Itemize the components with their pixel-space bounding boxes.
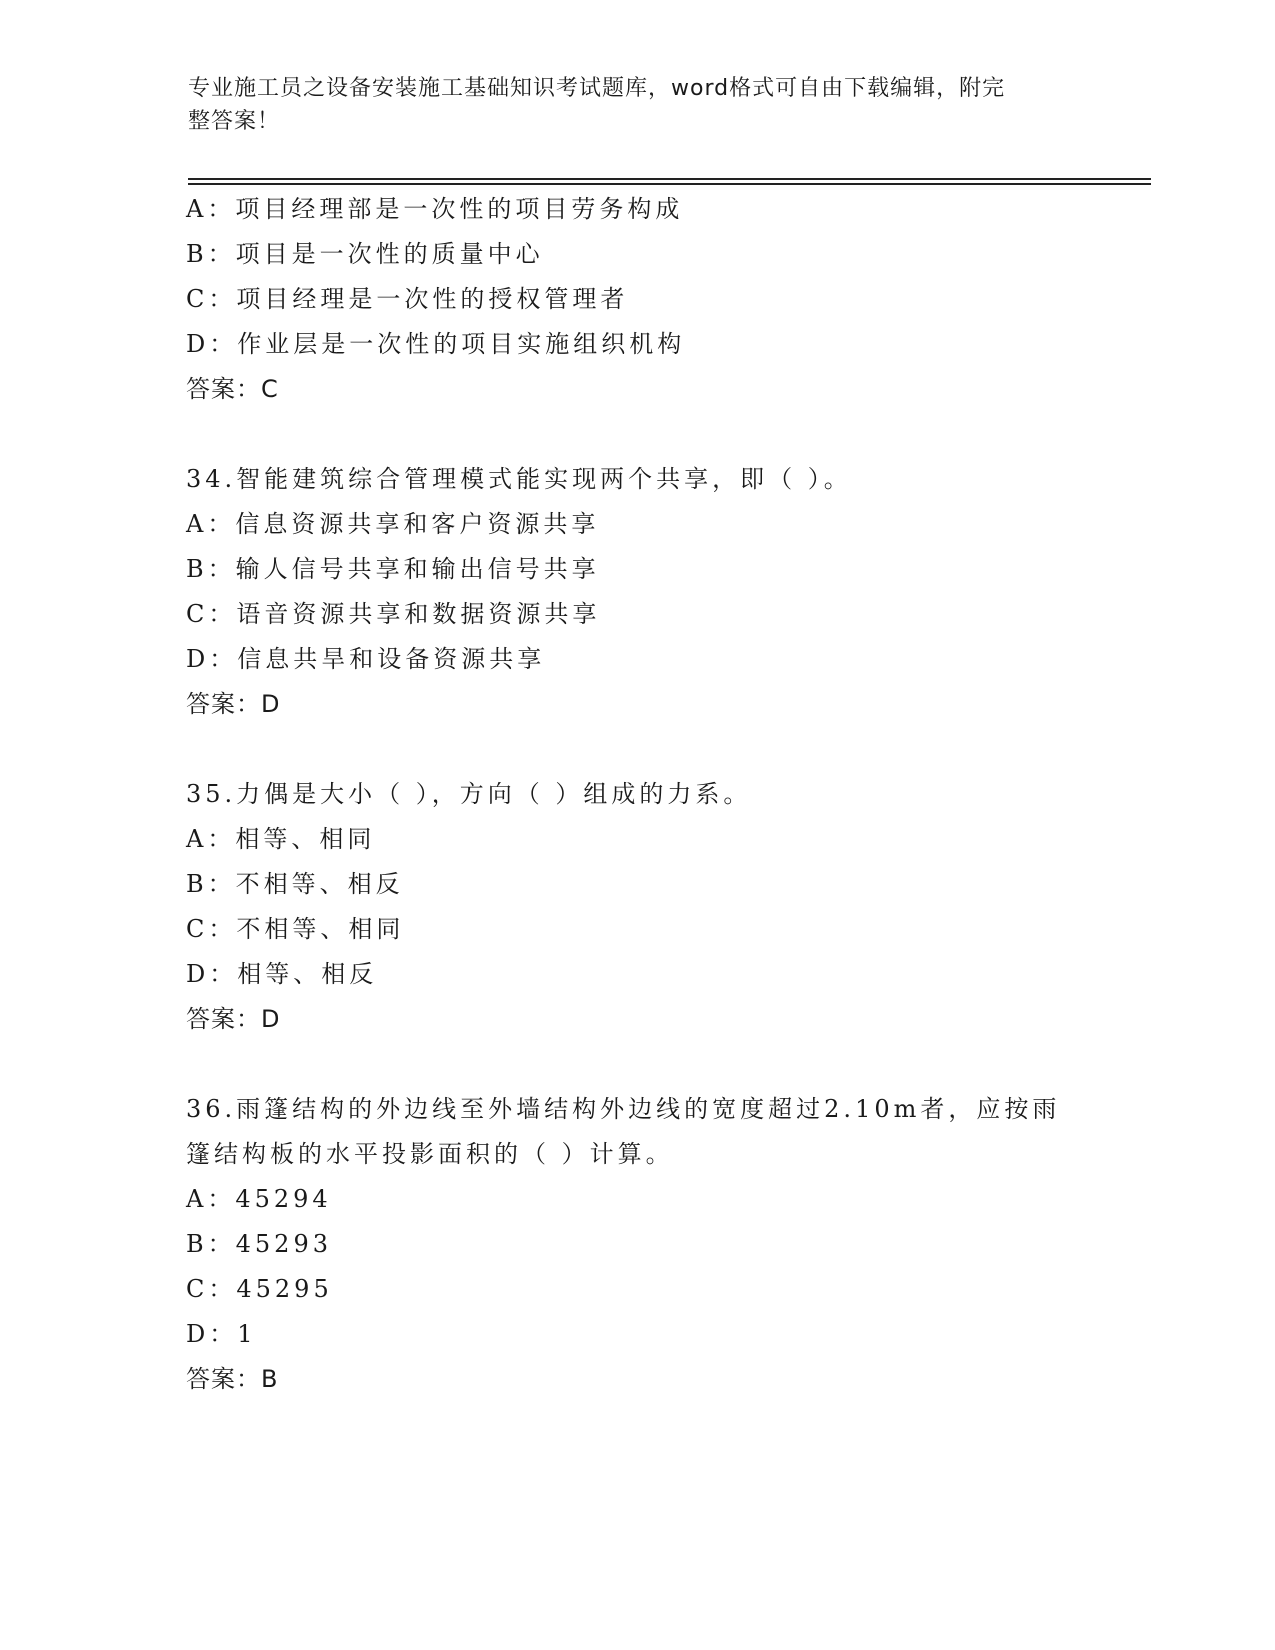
answer-line: 答案：C xyxy=(186,375,279,403)
option-a: A：信息资源共享和客户资源共享 xyxy=(186,510,600,538)
option-a: A：项目经理部是一次性的项目劳务构成 xyxy=(186,195,684,223)
option-b: B：45293 xyxy=(186,1230,332,1258)
option-d: D：信息共旱和设备资源共享 xyxy=(186,645,546,673)
option-c: C：语音资源共享和数据资源共享 xyxy=(186,600,601,628)
option-c: C：项目经理是一次性的授权管理者 xyxy=(186,285,629,313)
question-text: 34.智能建筑综合管理模式能实现两个共享，即（ ）。 xyxy=(186,465,852,493)
answer-line: 答案：B xyxy=(186,1365,279,1393)
document-header xyxy=(188,72,1088,138)
header-divider-top xyxy=(188,178,1151,180)
option-d: D：作业层是一次性的项目实施组织机构 xyxy=(186,330,686,358)
header-line-2: 整答案！ xyxy=(188,109,281,134)
option-b: B：输人信号共享和输出信号共享 xyxy=(186,555,600,583)
answer-line: 答案：D xyxy=(186,1005,281,1033)
question-35 xyxy=(186,772,1116,1042)
header-line-1: 专业施工员之设备安装施工基础知识考试题库，word格式可自由下载编辑，附完 xyxy=(188,76,1006,101)
option-a: A：相等、相同 xyxy=(186,825,376,853)
option-c: C：不相等、相同 xyxy=(186,915,405,943)
question-34 xyxy=(186,457,1116,727)
option-c: C：45295 xyxy=(186,1275,333,1303)
question-text-line-2: 篷结构板的水平投影面积的（ ）计算。 xyxy=(186,1140,674,1168)
question-text: 35.力偶是大小（ ），方向（ ）组成的力系。 xyxy=(186,780,752,808)
answer-line: 答案：D xyxy=(186,690,281,718)
option-d: D：1 xyxy=(186,1320,257,1348)
question-36 xyxy=(186,1087,1116,1402)
option-a: A：45294 xyxy=(186,1185,332,1213)
question-text-line-1: 36.雨篷结构的外边线至外墙结构外边线的宽度超过2.10m者，应按雨 xyxy=(186,1095,1061,1123)
option-d: D：相等、相反 xyxy=(186,960,378,988)
option-b: B：项目是一次性的质量中心 xyxy=(186,240,544,268)
previous-question-block xyxy=(186,187,1116,412)
option-b: B：不相等、相反 xyxy=(186,870,404,898)
header-divider-bottom xyxy=(188,183,1151,185)
question-list xyxy=(186,187,1116,1402)
